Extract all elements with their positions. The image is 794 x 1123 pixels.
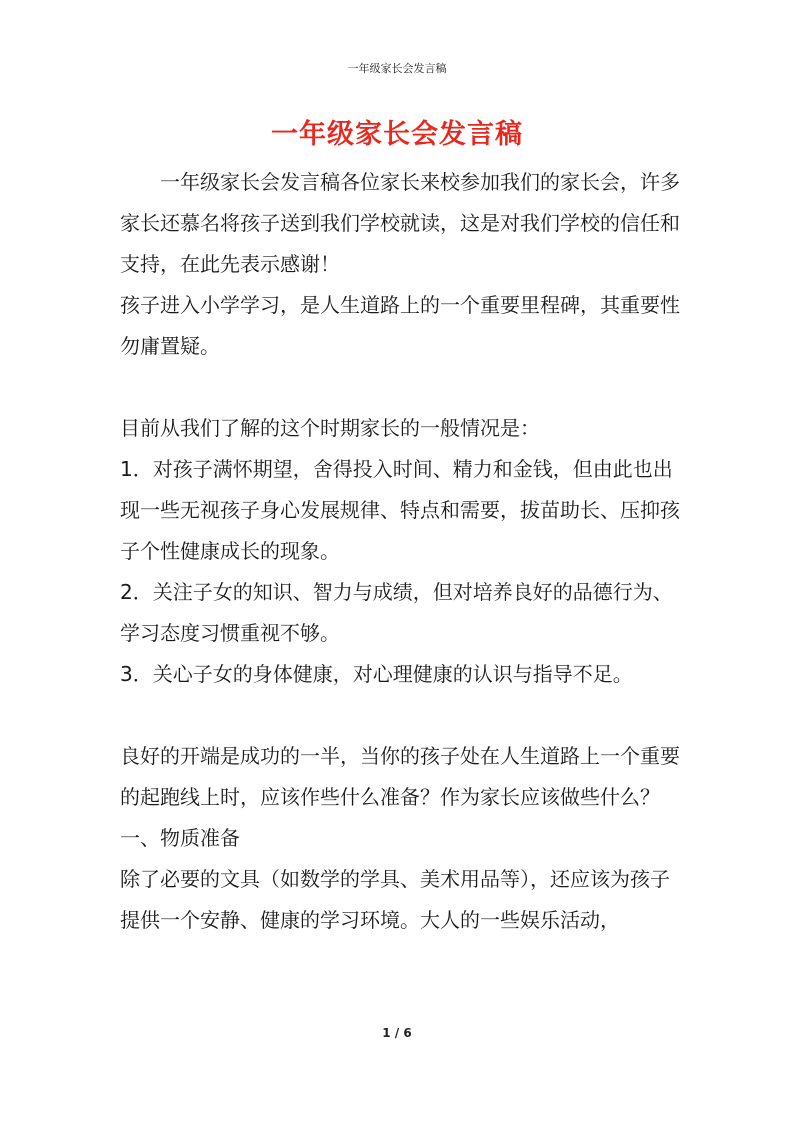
blank-line — [120, 695, 682, 736]
list-item-3: 3．关心子女的身体健康，对心理健康的认识与指导不足。 — [120, 662, 633, 686]
paragraph-situation-intro: 目前从我们了解的这个时期家长的一般情况是： — [120, 416, 540, 440]
document-title: 一年级家长会发言稿 — [271, 119, 523, 150]
list-item-2: 2．关注子女的知识、智力与成绩，但对培养良好的品德行为、学习态度习惯重视不够。 — [120, 580, 673, 645]
blank-line — [120, 367, 682, 408]
list-item-1: 1．对孩子满怀期望，舍得投入时间、精力和金钱，但由此也出现一些无视孩子身心发展规律、特点和需要，拔苗助长、压抑孩子个性健康成长的现象。 — [120, 457, 680, 563]
paragraph-intro: 一年级家长会发言稿各位家长来校参加我们的家长会，许多家长还慕名将孩子送到我们学校就读，这是对我们学校的信任和支持，在此先表示感谢！ — [120, 170, 680, 276]
paragraph-material: 除了必要的文具（如数学的学具、美术用品等），还应该为孩子提供一个安静、健康的学习环境。大人的一些娱乐活动， — [120, 867, 670, 932]
document-body — [120, 162, 682, 941]
page-number: 1 / 6 — [382, 1026, 412, 1040]
paragraph-good-start: 良好的开端是成功的一半，当你的孩子处在人生道路上一个重要的起跑线上时，应该作些什么准备？作为家长应该做些什么？ — [120, 744, 680, 809]
section-heading-material: 一、物质准备 — [120, 826, 240, 850]
paragraph-milestone: 孩子进入小学学习，是人生道路上的一个重要里程碑，其重要性勿庸置疑。 — [120, 293, 680, 358]
running-header: 一年级家长会发言稿 — [347, 62, 447, 75]
